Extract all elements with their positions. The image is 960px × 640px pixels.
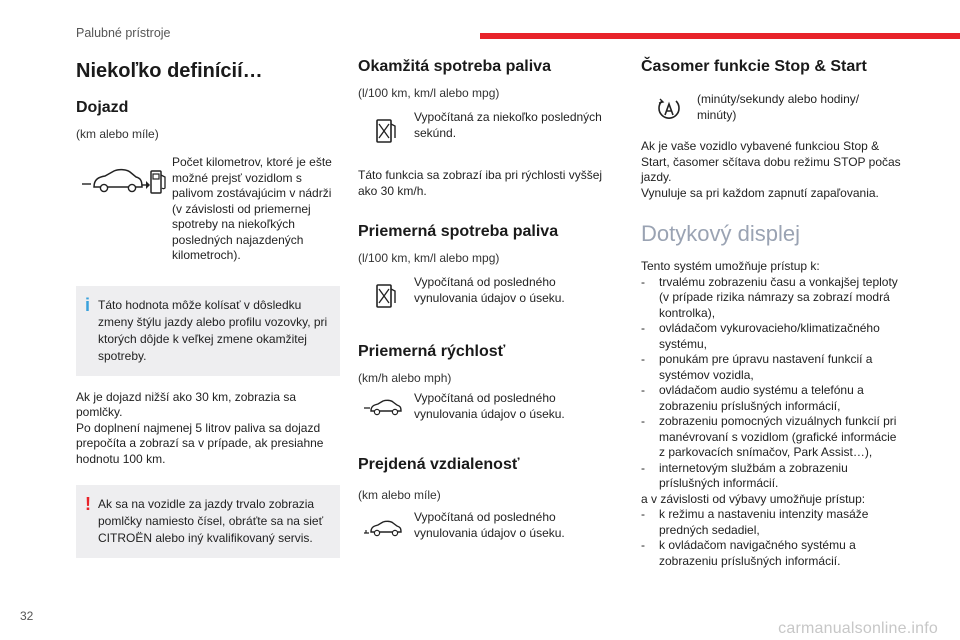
column-consumption	[358, 56, 620, 541]
car-distance-icon	[358, 510, 414, 538]
timer-heading: Časomer funkcie Stop & Start	[641, 58, 867, 75]
list-dash: -	[641, 538, 645, 552]
list-dash: -	[641, 460, 645, 475]
header-section-title: Palubné prístroje	[76, 26, 171, 40]
speed-unit: (km/h alebo mph)	[358, 371, 452, 385]
list-item	[641, 538, 901, 569]
distance-description: Vypočítaná od posledného vynulovania údajov o úseku.	[414, 510, 565, 540]
range-icon-row	[76, 155, 340, 264]
instant-paragraph: Táto funkcia sa zobrazí iba pri rýchlosti vyššej ako 30 km/h.	[358, 168, 603, 198]
info-note-text: Táto hodnota môže kolísať v dôsledku zmeny štýlu jazdy alebo profilu vozovky, pri ktorých dôjde k veľkej zmene okamžitej spotreby.	[98, 297, 328, 363]
header-accent-bar	[480, 33, 960, 39]
list-item-text: k ovládačom navigačného systému a zobrazeniu príslušných informácií.	[659, 538, 856, 568]
watermark: carmanualsonline.info	[778, 620, 938, 637]
stop-start-a-icon	[641, 92, 697, 122]
distance-heading: Prejdená vzdialenosť	[358, 456, 520, 473]
info-note	[76, 286, 340, 376]
speed-heading: Priemerná rýchlosť	[358, 343, 506, 360]
instant-unit: (l/100 km, km/l alebo mpg)	[358, 86, 500, 100]
warning-note-text: Ak sa na vozidle za jazdy trvalo zobrazia pomlčky namiesto čísel, obráťte sa na sieť CITROËN alebo iný kvalifikovaný servis.	[98, 497, 324, 545]
list-item	[641, 414, 901, 461]
range-heading: Dojazd	[76, 99, 129, 116]
list-item	[641, 507, 901, 538]
timer-description: (minúty/sekundy alebo hodiny/ minúty)	[697, 92, 860, 122]
info-icon: i	[85, 294, 91, 315]
list-dash: -	[641, 507, 645, 521]
car-fuel-range-icon	[76, 155, 172, 197]
touchscreen-intro: Tento systém umožňuje prístup k:	[641, 259, 820, 273]
speed-description: Vypočítaná od posledného vynulovania údajov o úseku.	[414, 391, 565, 421]
average-heading: Priemerná spotreba paliva	[358, 223, 559, 240]
list-item	[641, 383, 901, 414]
list-dash: -	[641, 352, 645, 366]
fuel-pump-x-icon	[358, 275, 414, 309]
instant-icon-row	[358, 110, 620, 144]
average-icon-row	[358, 275, 620, 309]
range-unit: (km alebo míle)	[76, 127, 159, 141]
speed-icon-row	[358, 391, 620, 422]
average-unit: (l/100 km, km/l alebo mpg)	[358, 251, 500, 265]
list-item-text: ovládačom vykurovacieho/klimatizačného systému,	[659, 321, 880, 351]
touchscreen-intro-2: a v závislosti od výbavy umožňuje prístup:	[641, 491, 866, 506]
list-item	[641, 275, 901, 322]
touchscreen-list-2	[641, 507, 901, 569]
page-title: Niekoľko definícií…	[76, 60, 263, 82]
instant-description: Vypočítaná za niekoľko posledných sekúnd.	[414, 110, 602, 140]
average-description: Vypočítaná od posledného vynulovania údajov o úseku.	[414, 275, 565, 305]
list-item-text: k režimu a nastaveniu intenzity masáže predných sedadiel,	[659, 507, 869, 537]
fuel-pump-x-icon	[358, 110, 414, 144]
car-speed-icon	[358, 391, 414, 417]
list-dash: -	[641, 274, 645, 289]
timer-paragraph: Ak je vaše vozidlo vybavené funkciou Stop & Start, časomer sčítava dobu režimu STOP počas jazdy. Vynuluje sa pri každom zapnutí zapaľovania.	[641, 139, 901, 200]
list-dash: -	[641, 321, 645, 335]
list-item-text: ponukám pre úpravu nastavení funkcií a systémov vozidla,	[659, 352, 873, 382]
list-item	[641, 321, 901, 352]
list-item-text: trvalému zobrazeniu času a vonkajšej teploty (v prípade rizika námrazy sa zobrazí modrá kontrolka),	[659, 274, 898, 320]
warning-icon: !	[85, 494, 91, 514]
distance-unit: (km alebo míle)	[358, 488, 441, 502]
touchscreen-list	[641, 275, 901, 492]
list-dash: -	[641, 414, 645, 428]
range-description: Počet kilometrov, ktoré je ešte možné prejsť vozidlom s palivom zostávajúcim v nádrži (v závislosti od priemernej spotreby na niekoľkých posledných najazdených kilometroch).	[172, 155, 332, 262]
range-paragraph: Ak je dojazd nižší ako 30 km, zobrazia sa pomlčky. Po doplnení najmenej 5 litrov paliva sa dojazd prepočíta a zobrazí sa v prípade, ak presiahne hodnotu 100 km.	[76, 389, 324, 466]
touchscreen-heading: Dotykový displej	[641, 221, 800, 246]
list-item	[641, 352, 901, 383]
page-number: 32	[20, 609, 34, 623]
list-dash: -	[641, 383, 645, 397]
list-item-text: ovládačom audio systému a telefónu a zobrazeniu príslušných informácií,	[659, 383, 864, 413]
column-timer-display	[641, 56, 901, 569]
list-item-text: internetovým službám a zobrazeniu príslušných informácií.	[659, 460, 848, 490]
list-item	[641, 461, 901, 492]
column-definitions	[76, 56, 340, 558]
warning-note	[76, 485, 340, 558]
instant-heading: Okamžitá spotreba paliva	[358, 58, 551, 75]
list-item-text: zobrazeniu pomocných vizuálnych funkcií pri manévrovaní s vozidlom (grafické informácie z parkovacích snímačov, Park Assist…),	[659, 414, 897, 459]
distance-icon-row	[358, 510, 620, 541]
timer-icon-row	[641, 92, 901, 123]
